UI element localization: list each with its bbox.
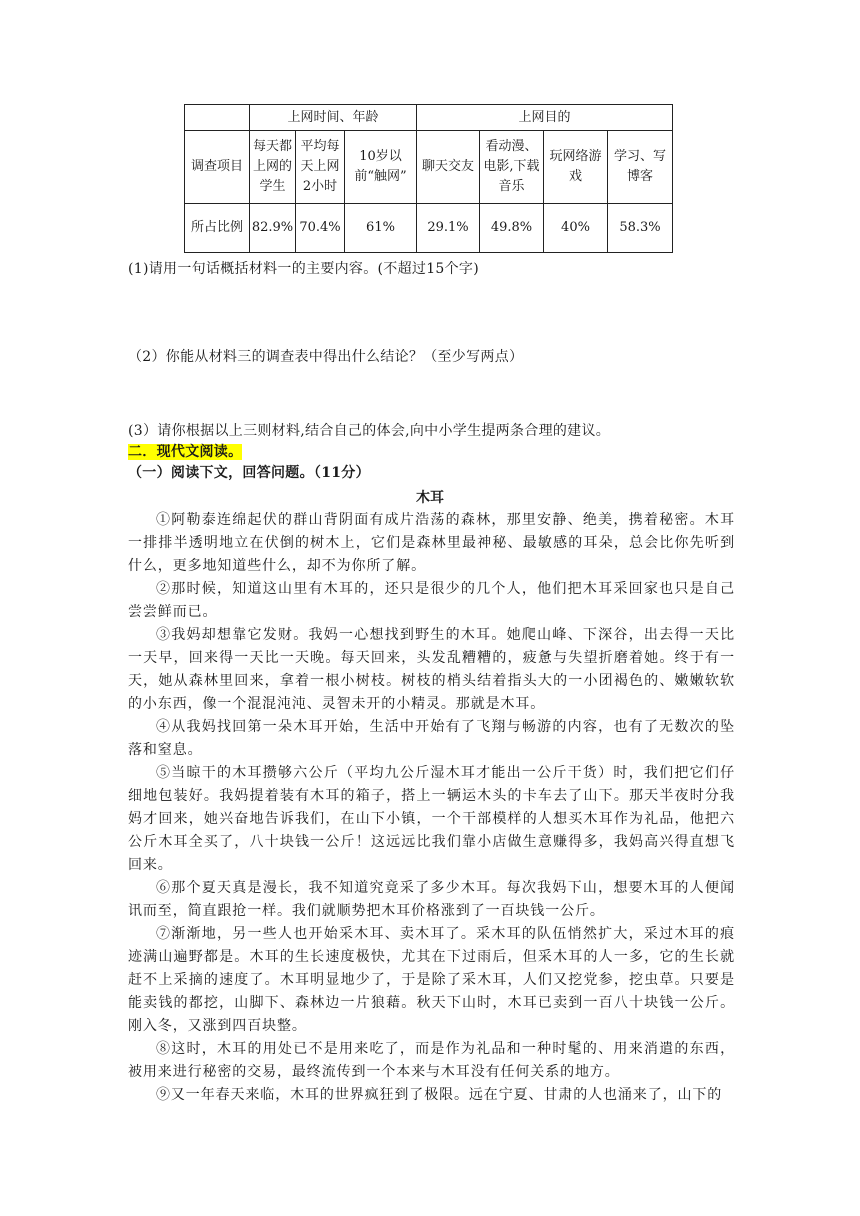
table-cell: 29.1% — [417, 204, 480, 253]
paragraph: ⑦渐渐地，另一些人也开始采木耳、卖木耳了。采木耳的队伍悄然扩大，采过木耳的痕迹满山遍野都是。木耳的生长速度极快，尤其在下过雨后，但采木耳的人一多，它的生长就赶不上采摘的速度了。木耳明显地少了，于是除了采木耳，人们又挖党参，挖虫草。只要是能卖钱的都挖，山脚下、森林边一片狼藉。秋天下山时，木耳已卖到一百八十块钱一公斤。刚入冬，又涨到四百块整。 — [128, 926, 735, 1034]
section-heading-text: 二．现代文阅读。 — [128, 444, 243, 460]
question-3: (3）请你根据以上三则材料,结合自己的体会,向中小学生提两条合理的建议。 — [128, 423, 611, 439]
table-column-header: 平均每天上网2小时 — [296, 131, 345, 204]
paragraph: ③我妈却想靠它发财。我妈一心想找到野生的木耳。她爬山峰、下深谷，出去得一天比一天早，回来得一天比一天晚。每天回来，头发乱糟糟的，疲惫与失望折磨着她。终于有一天，她从森林里回来，拿着一根小树枝。树枝的梢头结着指头大的一小团褐色的、嫩嫩软软的小东西，像一个混混沌沌、灵智未开的小精灵。那就是木耳。 — [128, 627, 735, 712]
question-2: （2）你能从材料三的调查表中得出什么结论？（至少写两点） — [128, 349, 524, 365]
table-cell: 82.9% — [250, 204, 296, 253]
table-column-header: 学习、写博客 — [608, 131, 673, 204]
table-column-header: 聊天交友 — [417, 131, 480, 204]
section-heading — [128, 441, 242, 461]
table-cell: 40% — [544, 204, 608, 253]
table-cell: 61% — [345, 204, 417, 253]
paragraph: ②那时候，知道这山里有木耳的，还只是很少的几个人，他们把木耳采回家也只是自己尝尝鲜而已。 — [128, 581, 735, 620]
table-group-header: 上网时间、年龄 — [250, 105, 417, 131]
passage-title: 木耳 — [416, 490, 444, 506]
paragraph: ⑧这时，木耳的用处已不是用来吃了，而是作为礼品和一种时髦的、用来消遣的东西，被用来进行秘密的交易，最终流传到一个本来与木耳没有任何关系的地方。 — [128, 1041, 735, 1080]
paragraph: ⑥那个夏天真是漫长，我不知道究竟采了多少木耳。每次我妈下山，想要木耳的人便闻讯而至，简直跟抢一样。我们就顺势把木耳价格涨到了一百块钱一公斤。 — [128, 880, 735, 919]
table-cell: 58.3% — [608, 204, 673, 253]
survey-table — [184, 104, 673, 253]
table-cell: 70.4% — [296, 204, 345, 253]
question-1: (1)请用一句话概括材料一的主要内容。(不超过15个字) — [128, 261, 479, 277]
table-cell: 49.8% — [480, 204, 544, 253]
table-group-header: 上网目的 — [417, 105, 673, 131]
table-corner-cell — [185, 105, 250, 131]
table-column-header: 10岁以前“触网” — [345, 131, 417, 204]
section-subheading: （一）阅读下文，回答问题。（11分） — [128, 465, 370, 481]
paragraph: ④从我妈找回第一朵木耳开始，生活中开始有了飞翔与畅游的内容，也有了无数次的坠落和窒息。 — [128, 719, 735, 758]
table-column-header: 每天都上网的学生 — [250, 131, 296, 204]
table-row-header: 调查项目 — [185, 131, 250, 204]
paragraph: ①阿勒泰连绵起伏的群山背阴面有成片浩荡的森林，那里安静、绝美，携着秘密。木耳一排排半透明地立在伏倒的树木上，它们是森林里最神秘、最敏感的耳朵，总会比你先听到什么，更多地知道些什么，却不为你所了解。 — [128, 512, 735, 574]
table-row-header: 所占比例 — [185, 204, 250, 253]
paragraph: ⑤当晾干的木耳攒够六公斤（平均九公斤湿木耳才能出一公斤干货）时，我们把它们仔细地包装好。我妈提着装有木耳的箱子，搭上一辆运木头的卡车去了山下。那天半夜时分我妈才回来，她兴奋地告诉我们，在山下小镇，一个干部模样的人想买木耳作为礼品，他把六公斤木耳全买了，八十块钱一公斤！这远远比我们靠小店做生意赚得多，我妈高兴得直想飞回来。 — [128, 765, 735, 873]
paragraph: ⑨又一年春天来临，木耳的世界疯狂到了极限。远在宁夏、甘肃的人也涌来了，山下的 — [156, 1087, 723, 1103]
table-column-header: 看动漫、电影,下载音乐 — [480, 131, 544, 204]
passage-body — [128, 509, 735, 1107]
table-column-header: 玩网络游戏 — [544, 131, 608, 204]
